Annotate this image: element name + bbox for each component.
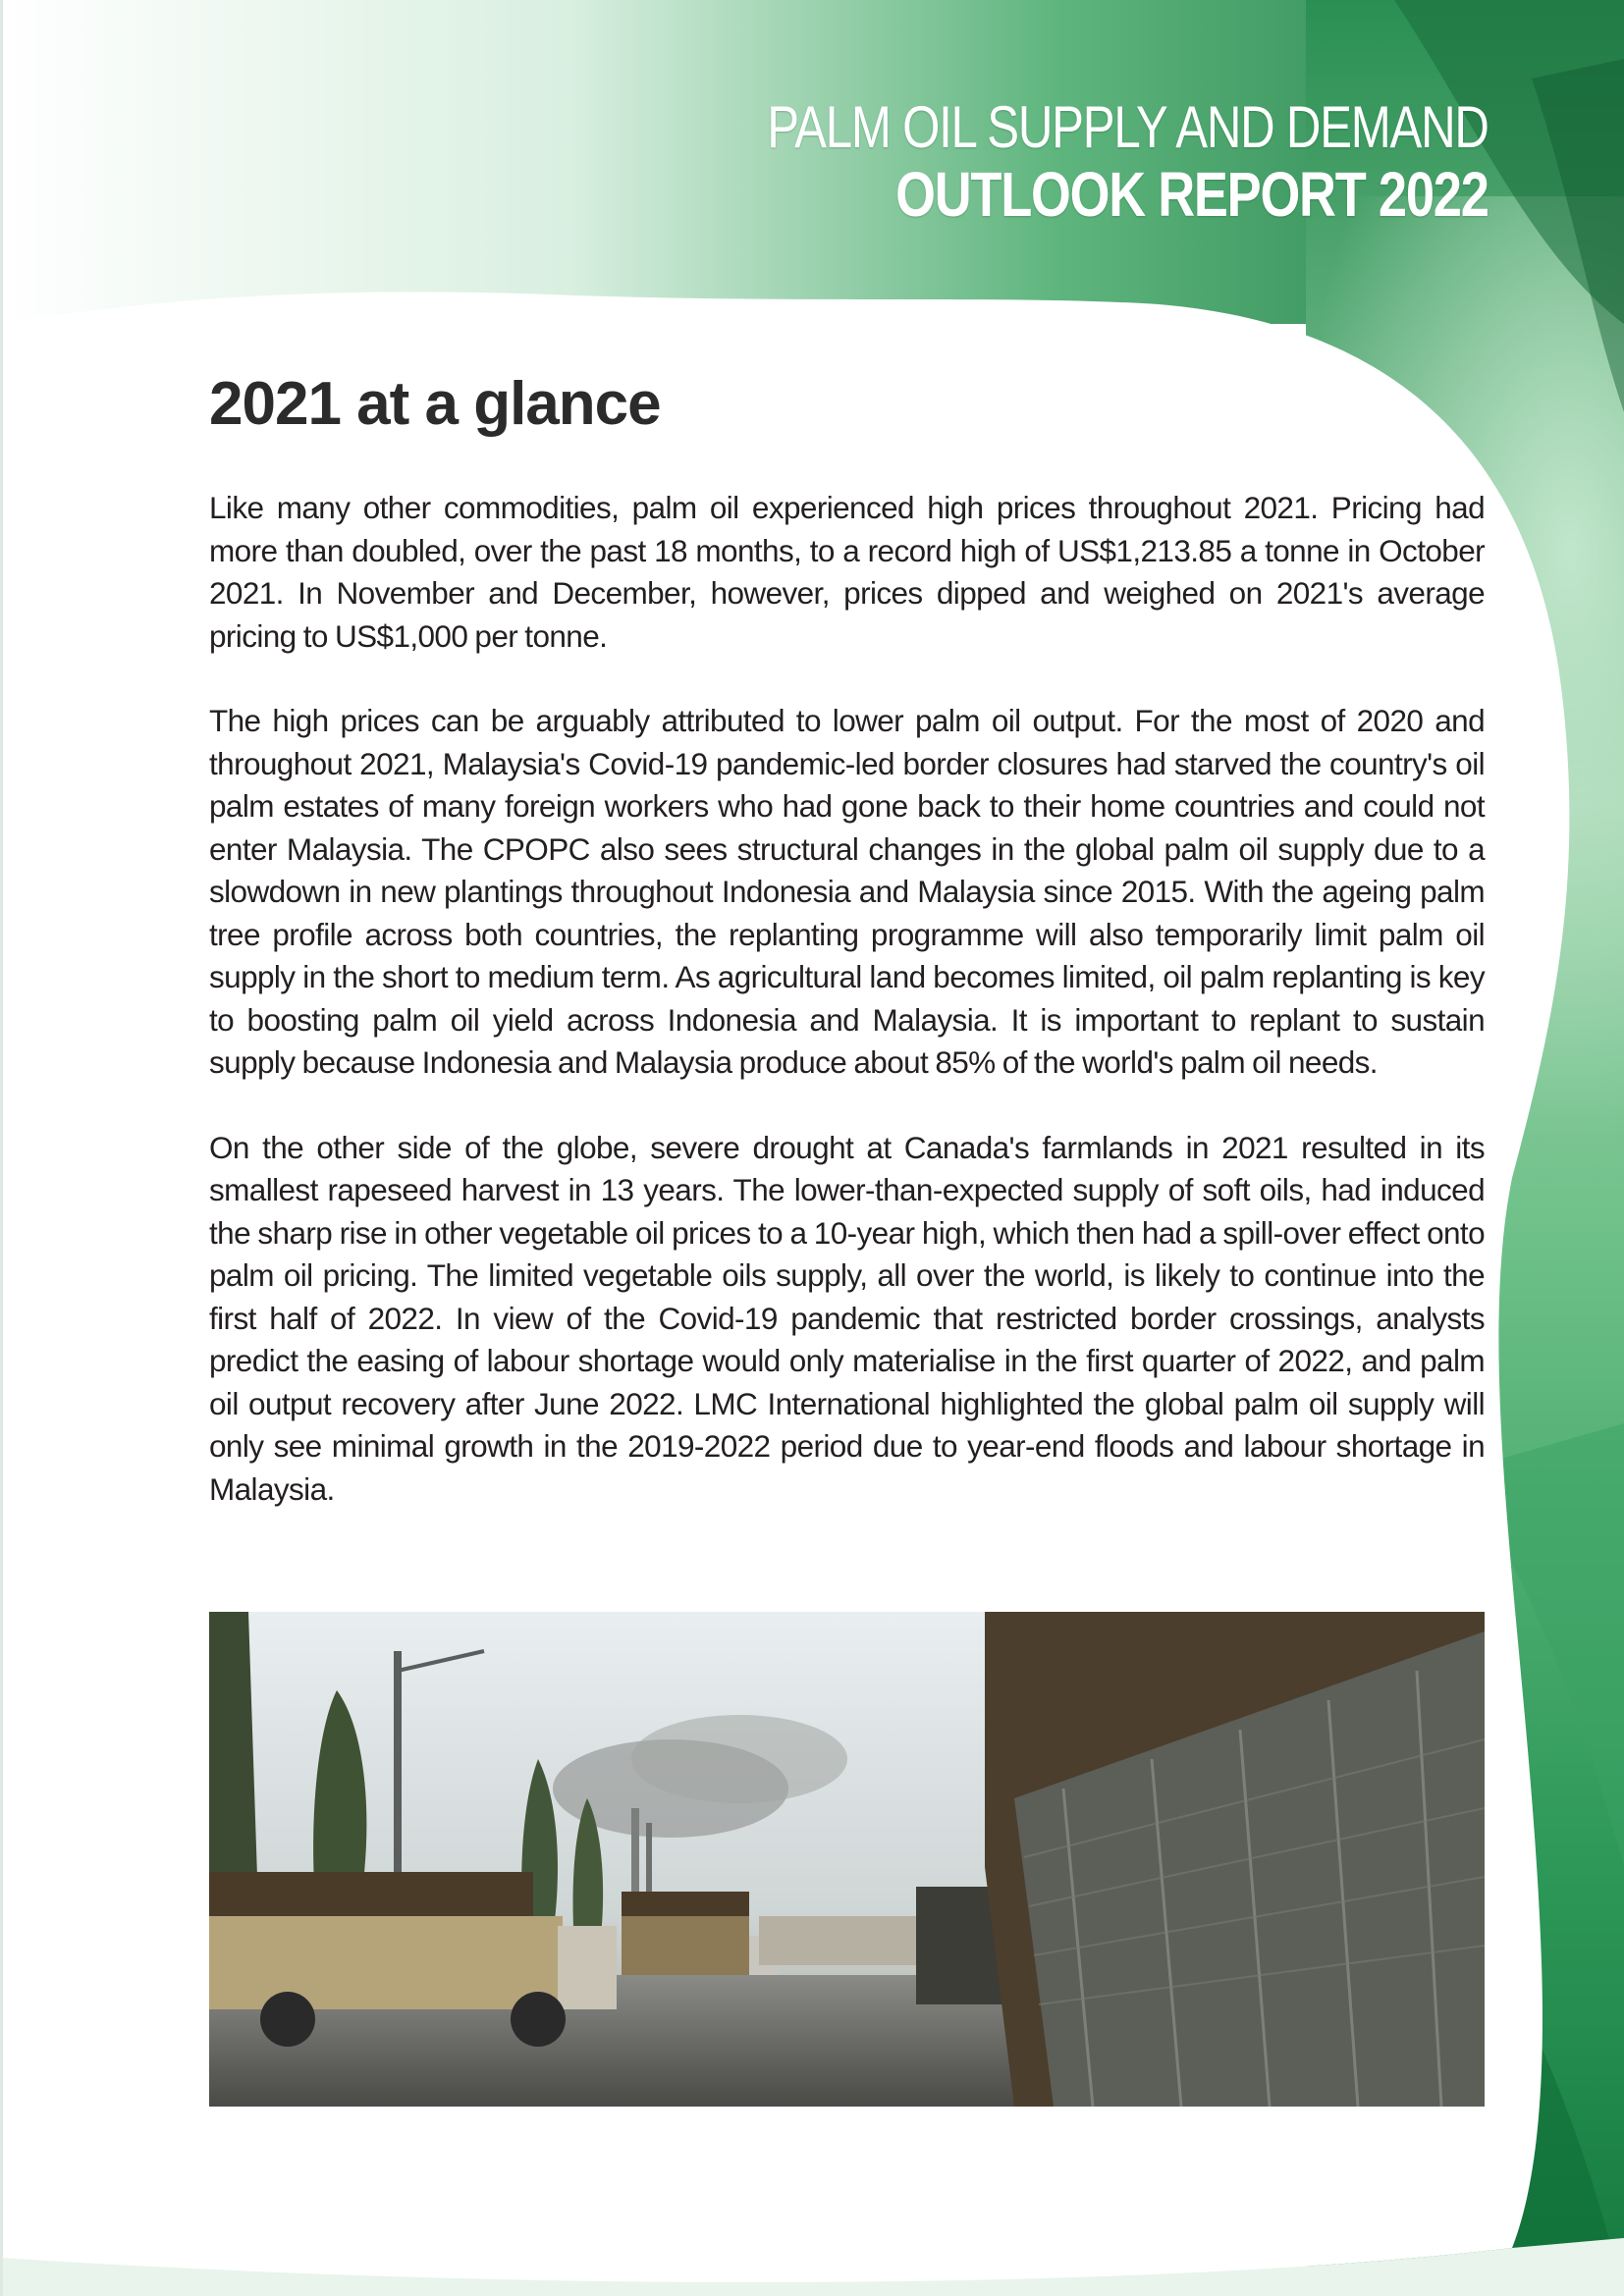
page-number: 1: [1468, 2181, 1489, 2221]
report-title-line1: PALM OIL SUPPLY AND DEMAND: [767, 94, 1489, 160]
article-body: [209, 371, 1485, 1553]
paragraph-prices: Like many other commodities, palm oil experienced high prices throughout 2021. Pricing had more than doubled, over the past 18 months, to a record high of US$1,213.85 a tonne in October 2021. In November and December, however, prices dipped and weighed on 2021's average pricing to US$1,000 per tonne.: [209, 490, 1485, 654]
report-title-line2: OUTLOOK REPORT 2022: [895, 159, 1489, 230]
section-heading: 2021 at a glance: [209, 370, 661, 438]
palm-oil-trucks-photo: [209, 1612, 1485, 2107]
paragraph-global: On the other side of the globe, severe drought at Canada's farmlands in 2021 resulted in its smallest rapeseed harvest in 13 years. The lower-than-expected supply of soft oils, had induced the sharp rise in other vegetable oil prices to a 10-year high, which then had a spill-over effect onto palm oil pricing. The limited vegetable oils supply, all over the world, is likely to continue into the first half of 2022. In view of the Covid-19 pandemic that restricted border crossings, analysts predict the easing of labour shortage would only materialise in the first quarter of 2022, and palm oil output recovery after June 2022. LMC International highlighted the global palm oil supply will only see minimal growth in the 2019-2022 period due to year-end floods and labour shortage in Malaysia.: [209, 1129, 1485, 1507]
paragraph-output: The high prices can be arguably attributed to lower palm oil output. For the most of 2020 and throughout 2021, Malaysia's Covid-19 pandemic-led border closures had starved the country's oil palm estates of many foreign workers who had gone back to their home countries and could not enter Malaysia. The CPOPC also sees structural changes in the global palm oil supply due to a slowdown in new plantings throughout Indonesia and Malaysia since 2015. With the ageing palm tree profile across both countries, the replanting programme will also temporarily limit palm oil supply in the short to medium term. As agricultural land becomes limited, oil palm replanting is key to boosting palm oil yield across Indonesia and Malaysia. It is important to replant to sustain supply because Indonesia and Malaysia produce about 85% of the world's palm oil needs.: [209, 703, 1485, 1081]
report-title: [609, 94, 1489, 230]
